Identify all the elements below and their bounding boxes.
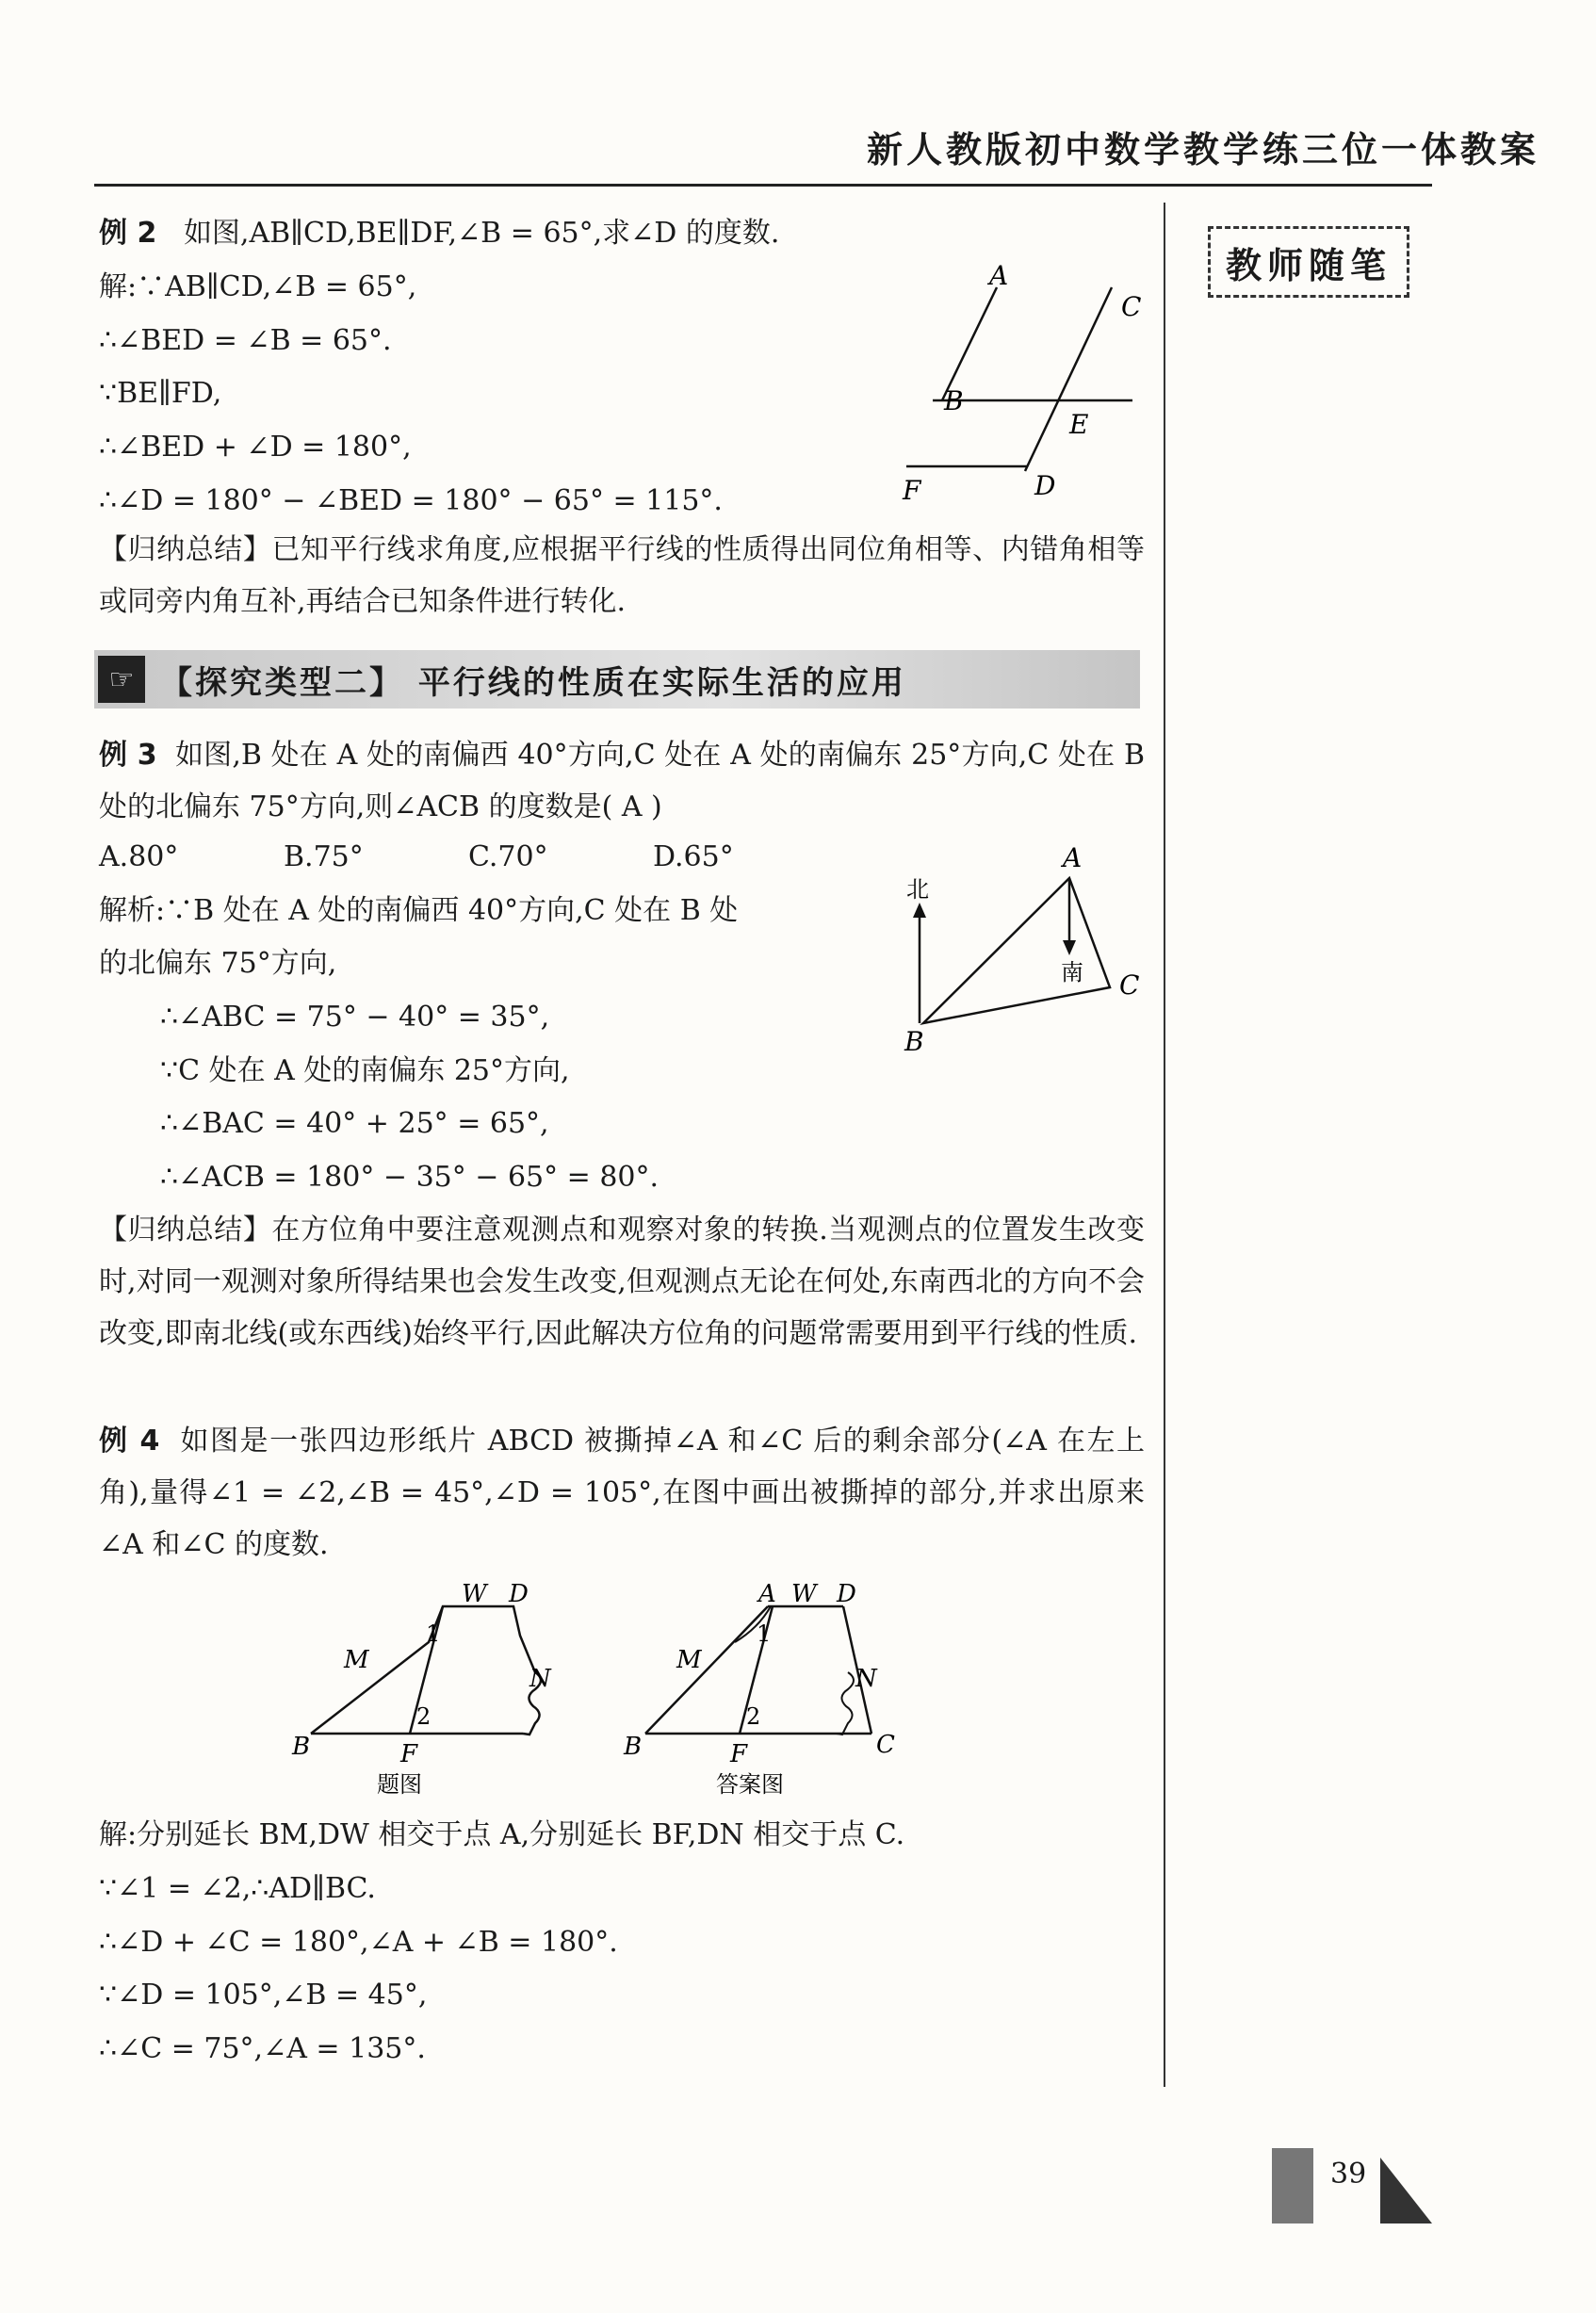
example4-step: ∴∠C = 75°,∠A = 135°. [99, 2032, 426, 2065]
fig4-left-label-d: D [509, 1580, 529, 1608]
choice-a: A.80° [99, 840, 179, 873]
example2-step: ∴∠BED = ∠B = 65°. [99, 324, 392, 357]
fig4-left-angle-1: 1 [426, 1621, 441, 1647]
fig4-left-label-n: N [529, 1665, 551, 1693]
fig2-label-e: E [1069, 409, 1089, 440]
section-header-bar [94, 650, 1140, 709]
example3-step: ∵C 处在 A 处的南偏东 25°方向, [160, 1054, 570, 1087]
example2-step: ∴∠BED + ∠D = 180°, [99, 431, 412, 464]
example2-step: ∵BE∥FD, [99, 377, 222, 410]
fig2-label-d: D [1034, 470, 1056, 501]
example4-question-text: 如图是一张四边形纸片 ABCD 被撕掉∠A 和∠C 后的剩余部分(∠A 在左上角),量得∠1 = ∠2,∠B = 45°,∠D = 105°,在图中画出被撕掉的部分,并求出原来∠A 和∠C 的度数. [99, 1425, 1145, 1561]
fig4-right-label-a: A [758, 1580, 776, 1608]
header-divider [94, 184, 1432, 187]
example3-choices [99, 839, 838, 876]
example2-step: ∴∠D = 180° − ∠BED = 180° − 65° = 115°. [99, 484, 723, 517]
fig4-right-angle-2: 2 [746, 1703, 761, 1730]
fig4-left-label-b: B [292, 1733, 311, 1761]
example4-figure-problem [291, 1580, 552, 1798]
example2-question-line [99, 215, 779, 252]
fig2-label-b: B [944, 385, 964, 416]
page-number: 39 [1330, 2158, 1367, 2191]
fig3-label-south: 南 [1061, 959, 1083, 985]
fig2-label-f: F [903, 475, 921, 506]
fig4-right-label-c: C [876, 1731, 895, 1759]
fig2-label-a: A [989, 264, 1009, 291]
fig4-right-label-w: W [791, 1580, 817, 1608]
example2-step: 解:∵AB∥CD,∠B = 65°, [99, 270, 417, 303]
fig4-left-caption: 题图 [377, 1771, 422, 1798]
fig4-right-label-d: D [837, 1580, 856, 1608]
example2-figure [886, 264, 1149, 509]
fig4-right-label-b: B [624, 1733, 643, 1761]
fig4-right-label-f: F [730, 1740, 748, 1768]
example2-question: 如图,AB∥CD,BE∥DF,∠B = 65°,求∠D 的度数. [183, 217, 780, 250]
choice-b: B.75° [284, 840, 364, 873]
fig4-right-caption: 答案图 [716, 1771, 784, 1798]
choice-d: D.65° [653, 840, 734, 873]
fig4-left-angle-2: 2 [416, 1703, 432, 1730]
sidebar-divider [1164, 203, 1165, 2087]
fig3-label-b: B [904, 1026, 924, 1057]
example3-label: 例 3 [99, 739, 157, 772]
example4-label: 例 4 [99, 1425, 160, 1458]
pointing-hand-icon: ☞ [98, 656, 145, 703]
page-corner-decoration [1272, 2148, 1313, 2223]
fig3-label-c: C [1119, 969, 1140, 1001]
example2-label: 例 2 [99, 217, 157, 250]
header-title: 新人教版初中数学教学练三位一体教案 [867, 129, 1540, 171]
fig2-label-c: C [1121, 291, 1142, 322]
fig3-label-north: 北 [906, 876, 929, 903]
example4-figures [283, 1573, 923, 1800]
example4-question [99, 1415, 1145, 1571]
fig4-left-label-w: W [462, 1580, 487, 1608]
fig4-right-label-m: M [676, 1646, 702, 1674]
example3-analysis: 解析:∵B 处在 A 处的南偏西 40°方向,C 处在 B 处 [99, 894, 739, 927]
example3-figure [886, 839, 1159, 1065]
example2-summary: 【归纳总结】已知平行线求角度,应根据平行线的性质得出同位角相等、内错角相等或同旁内角互补,再结合已知条件进行转化. [99, 533, 1145, 618]
fig4-left-label-m: M [344, 1646, 369, 1674]
example3-step: ∴∠BAC = 40° + 25° = 65°, [160, 1107, 549, 1140]
example3-summary: 【归纳总结】在方位角中要注意观测点和观察对象的转换.当观测点的位置发生改变时,对同一观测对象所得结果也会发生改变,但观测点无论在何处,东南西北的方向不会改变,即南北线(或东西线)始终平行,因此解决方位角的问题常需要用到平行线的性质. [99, 1214, 1145, 1350]
fig4-left-label-f: F [400, 1740, 418, 1768]
example3-question-text: 如图,B 处在 A 处的南偏西 40°方向,C 处在 A 处的南偏东 25°方向,C 处在 B 处的北偏东 75°方向,则∠ACB 的度数是( A ) [99, 739, 1145, 823]
fig3-label-a: A [1063, 842, 1083, 873]
example4-step: ∵∠1 = ∠2,∴AD∥BC. [99, 1872, 376, 1905]
example4-step: 解:分别延长 BM,DW 相交于点 A,分别延长 BF,DN 相交于点 C. [99, 1818, 905, 1851]
teacher-notes-label: 教师随笔 [1208, 226, 1409, 298]
example3-step: ∴∠ABC = 75° − 40° = 35°, [160, 1001, 550, 1034]
example4-step: ∵∠D = 105°,∠B = 45°, [99, 1979, 428, 2012]
page-corner-triangle-icon [1380, 2158, 1432, 2223]
example3-question [99, 729, 1145, 833]
example3-step: ∴∠ACB = 180° − 35° − 65° = 80°. [160, 1161, 660, 1194]
example4-figure-answer [623, 1580, 895, 1798]
fig4-right-label-n: N [855, 1665, 877, 1693]
choice-c: C.70° [468, 840, 548, 873]
example4-step: ∴∠D + ∠C = 180°,∠A + ∠B = 180°. [99, 1926, 618, 1959]
example3-analysis: 的北偏东 75°方向, [99, 947, 337, 980]
fig4-right-angle-1: 1 [757, 1621, 772, 1647]
section-title: 【探究类型二】 平行线的性质在实际生活的应用 [160, 663, 906, 702]
